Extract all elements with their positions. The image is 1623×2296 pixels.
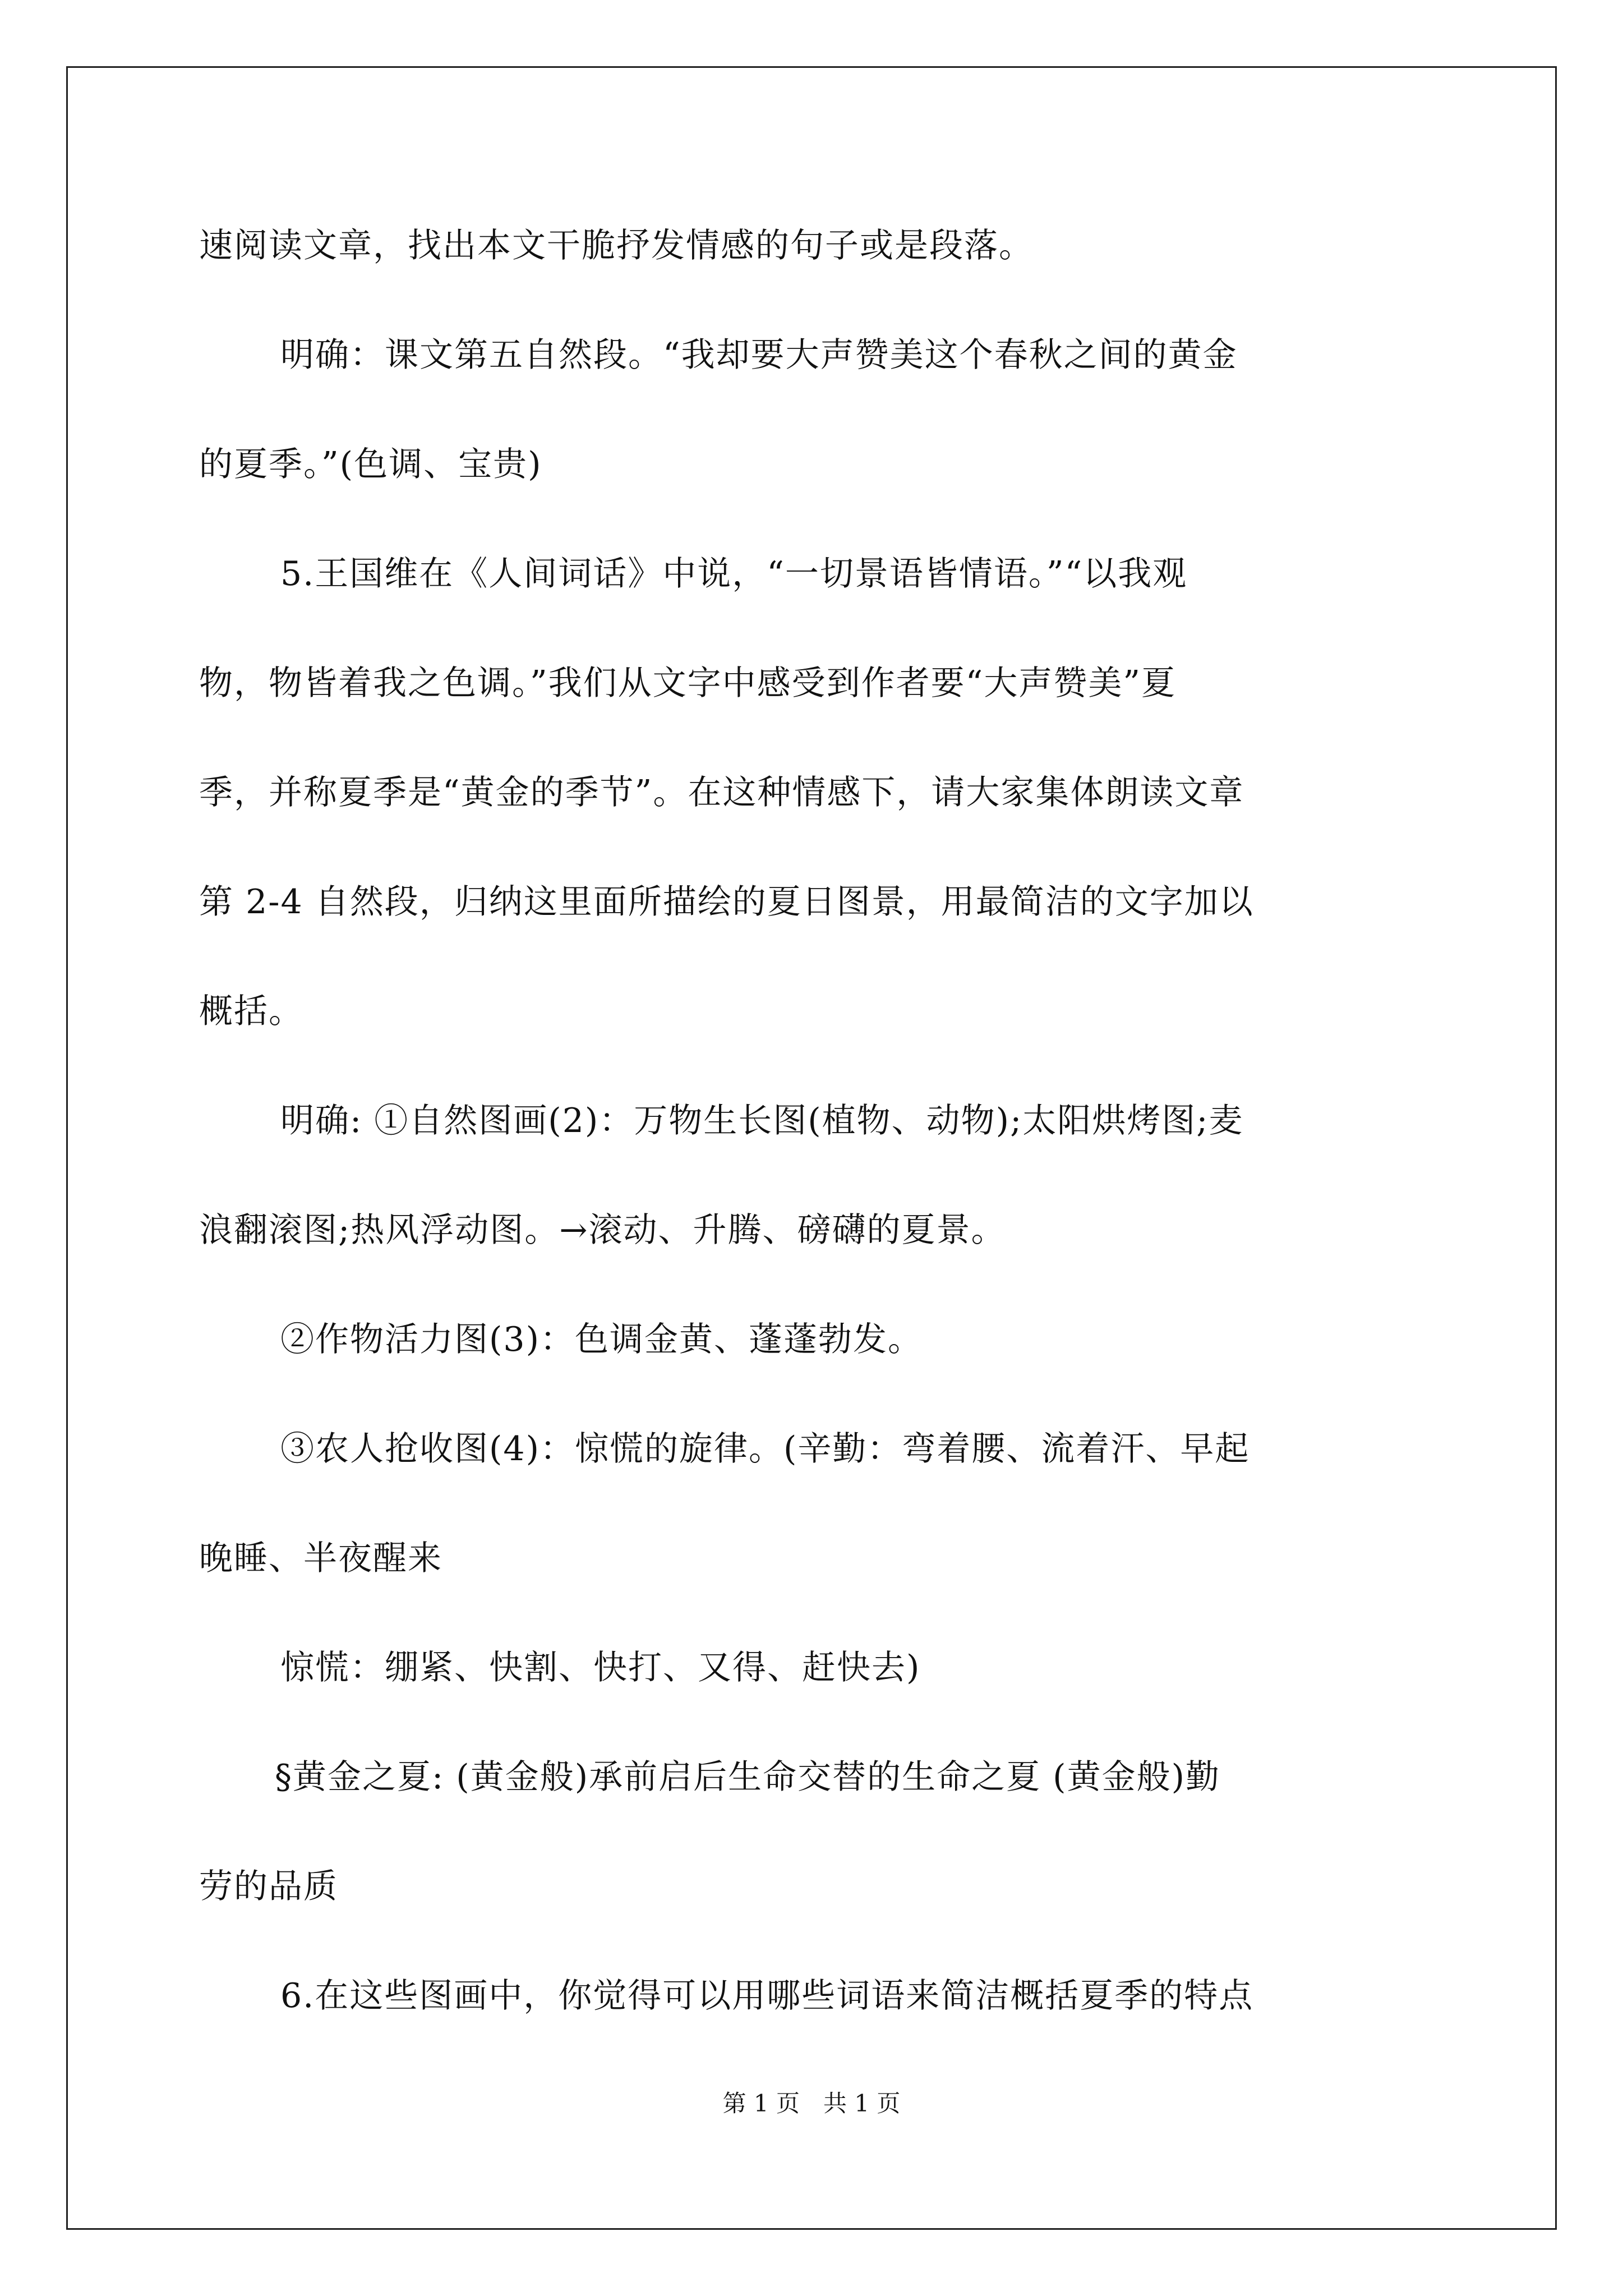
paragraph-line-13: 晚睡、半夜醒来 <box>199 1539 442 1578</box>
paragraph-line-3: 的夏季。”(色调、宝贵) <box>199 445 542 484</box>
paragraph-line-4: 5.王国维在《人间词话》中说，“一切景语皆情语。”“以我观 <box>280 554 1188 593</box>
paragraph-line-12: ③农人抢收图(4)：惊慌的旋律。(辛勤：弯着腰、流着汗、早起 <box>280 1429 1250 1469</box>
paragraph-line-8: 概括。 <box>199 992 303 1031</box>
paragraph-line-10: 浪翻滚图;热风浮动图。→滚动、升腾、磅礴的夏景。 <box>199 1211 1006 1250</box>
paragraph-line-9: 明确: ①自然图画(2)：万物生长图(植物、动物);太阳烘烤图;麦 <box>280 1101 1244 1140</box>
paragraph-line-16: 劳的品质 <box>199 1867 338 1906</box>
paragraph-line-1: 速阅读文章，找出本文干脆抒发情感的句子或是段落。 <box>199 226 1034 265</box>
paragraph-line-6: 季，并称夏季是“黄金的季节”。在这种情感下，请大家集体朗读文章 <box>199 773 1244 812</box>
paragraph-line-2: 明确：课文第五自然段。“我却要大声赞美这个春秋之间的黄金 <box>280 335 1238 375</box>
paragraph-line-15: §黄金之夏: (黄金般)承前启后生命交替的生命之夏 (黄金般)勤 <box>275 1757 1220 1797</box>
paragraph-line-17: 6.在这些图画中，你觉得可以用哪些词语来简洁概括夏季的特点 <box>280 1976 1254 2016</box>
paragraph-line-5: 物，物皆着我之色调。”我们从文字中感受到作者要“大声赞美”夏 <box>199 664 1177 703</box>
paragraph-line-7: 第 2-4 自然段，归纳这里面所描绘的夏日图景，用最简洁的文字加以 <box>199 882 1254 922</box>
paragraph-line-11: ②作物活力图(3)：色调金黄、蓬蓬勃发。 <box>280 1320 923 1359</box>
paragraph-line-14: 惊慌：绷紧、快割、快打、又得、赶快去) <box>280 1648 921 1687</box>
page-number-footer: 第 1 页 共 1 页 <box>722 2090 901 2117</box>
